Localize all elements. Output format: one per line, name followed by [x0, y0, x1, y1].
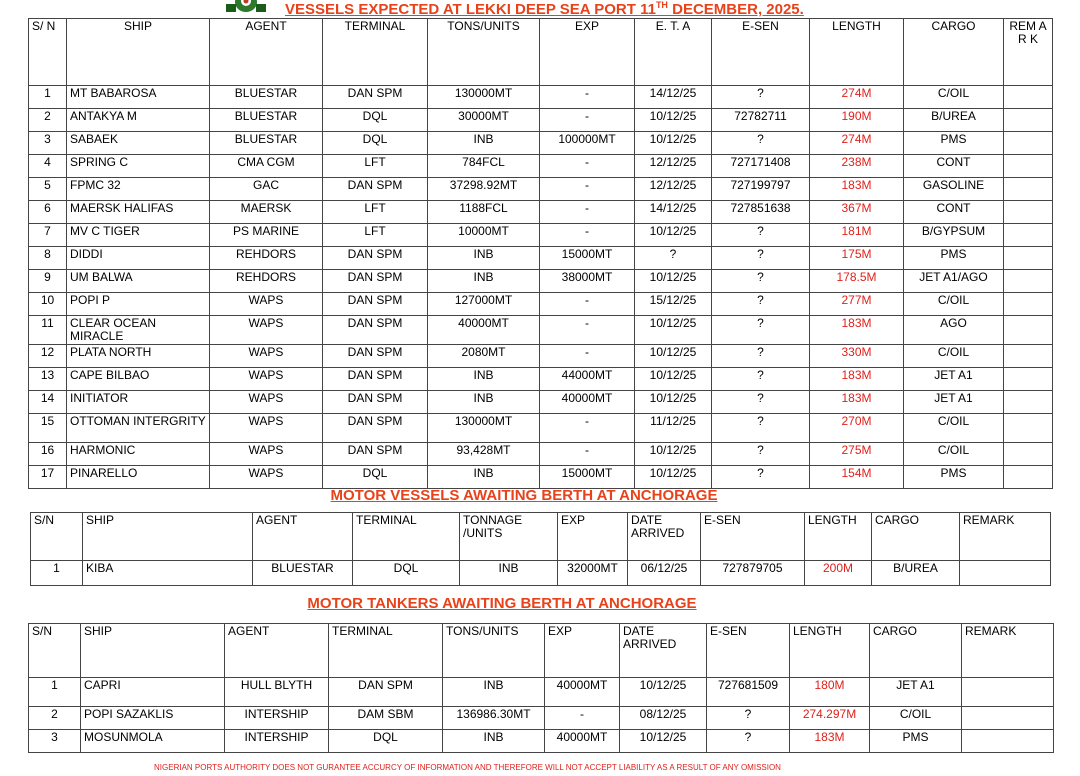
cell-exp: - [545, 707, 620, 730]
cell-remark [1004, 345, 1053, 368]
cell-remark [962, 730, 1054, 753]
table-row [29, 707, 1054, 730]
cell-length: 175M [810, 247, 904, 270]
cell-cargo: JET A1 [904, 368, 1004, 391]
cell-length: 154M [810, 466, 904, 489]
cell-length: 183M [810, 316, 904, 345]
cell-ship: MT BABAROSA [67, 86, 210, 109]
anchorage-vessels-table [30, 512, 1051, 586]
cell-sn: 17 [29, 466, 67, 489]
cell-esen: ? [712, 270, 810, 293]
header-exp: EXP [545, 624, 620, 678]
cell-exp: - [540, 155, 635, 178]
anchorage-tankers-table [28, 623, 1054, 753]
cell-remark [1004, 247, 1053, 270]
table-row [29, 730, 1054, 753]
cell-length: 181M [810, 224, 904, 247]
cell-cargo: C/OIL [904, 443, 1004, 466]
anchorage-vessels-title: MOTOR VESSELS AWAITING BERTH AT ANCHORAGE [330, 487, 718, 504]
cell-tons: INB [443, 730, 545, 753]
table-header-row [29, 624, 1054, 678]
cell-remark [1004, 316, 1053, 345]
cell-terminal: LFT [323, 201, 428, 224]
cell-length: 183M [810, 368, 904, 391]
cell-exp: 38000MT [540, 270, 635, 293]
header-ship: SHIP [81, 624, 225, 678]
table-row [29, 86, 1053, 109]
cell-length: 274M [810, 132, 904, 155]
cell-exp: 40000MT [545, 730, 620, 753]
cell-length: 200M [805, 561, 872, 586]
cell-exp: 15000MT [540, 247, 635, 270]
header-cargo: CARGO [904, 19, 1004, 86]
header-ship: SHIP [67, 19, 210, 86]
disclaimer-footer: NIGERIAN PORTS AUTHORITY DOES NOT GURANTEE ACCURCY OF INFORMATION AND THEREFORE WILL NOT ACCEPT LIABILITY AS A RESULT OF ANY OMISSION [154, 763, 781, 772]
header-remark: REMARK [962, 624, 1054, 678]
cell-ship: PINARELLO [67, 466, 210, 489]
header-esen: E-SEN [712, 19, 810, 86]
cell-date: 10/12/25 [635, 443, 712, 466]
cell-cargo: B/GYPSUM [904, 224, 1004, 247]
table-row [29, 224, 1053, 247]
cell-terminal: DAN SPM [323, 247, 428, 270]
cell-remark [1004, 368, 1053, 391]
cell-esen: 72782711 [712, 109, 810, 132]
cell-length: 183M [810, 391, 904, 414]
cell-ship: ANTAKYA M [67, 109, 210, 132]
table-row [29, 443, 1053, 466]
cell-remark [962, 678, 1054, 707]
cell-ship: MV C TIGER [67, 224, 210, 247]
cell-agent: HULL BLYTH [225, 678, 329, 707]
header-tons: TONNAGE /UNITS [460, 513, 558, 561]
cell-tons: 784FCL [428, 155, 540, 178]
cell-ship: CLEAR OCEAN MIRACLE [67, 316, 210, 345]
cell-ship: DIDDI [67, 247, 210, 270]
cell-date: 10/12/25 [635, 368, 712, 391]
header-agent: AGENT [253, 513, 353, 561]
cell-exp: - [540, 293, 635, 316]
cell-cargo: B/UREA [872, 561, 960, 586]
cell-cargo: B/UREA [904, 109, 1004, 132]
cell-esen: 727171408 [712, 155, 810, 178]
cell-ship: PLATA NORTH [67, 345, 210, 368]
cell-cargo: C/OIL [904, 345, 1004, 368]
cell-tons: INB [428, 368, 540, 391]
cell-length: 274M [810, 86, 904, 109]
cell-terminal: LFT [323, 224, 428, 247]
cell-ship: CAPRI [81, 678, 225, 707]
cell-exp: - [540, 224, 635, 247]
cell-terminal: DQL [323, 109, 428, 132]
cell-terminal: DAN SPM [323, 414, 428, 443]
cell-remark [1004, 443, 1053, 466]
header-terminal: TERMINAL [329, 624, 443, 678]
cell-terminal: DQL [323, 132, 428, 155]
cell-esen: 727681509 [707, 678, 790, 707]
cell-ship: OTTOMAN INTERGRITY [67, 414, 210, 443]
cell-agent: INTERSHIP [225, 707, 329, 730]
cell-length: 180M [790, 678, 870, 707]
cell-remark [1004, 466, 1053, 489]
cell-sn: 7 [29, 224, 67, 247]
table-row [29, 178, 1053, 201]
cell-remark [1004, 86, 1053, 109]
cell-agent: WAPS [210, 293, 323, 316]
cell-agent: BLUESTAR [210, 109, 323, 132]
cell-ship: MOSUNMOLA [81, 730, 225, 753]
header-terminal: TERMINAL [353, 513, 460, 561]
cell-tons: INB [428, 132, 540, 155]
cell-remark [1004, 414, 1053, 443]
table-row [29, 247, 1053, 270]
cell-ship: CAPE BILBAO [67, 368, 210, 391]
cell-remark [1004, 201, 1053, 224]
table-row [31, 561, 1051, 586]
cell-esen: ? [712, 345, 810, 368]
cell-tons: INB [443, 678, 545, 707]
cell-date: 06/12/25 [628, 561, 701, 586]
table-row [29, 132, 1053, 155]
cell-ship: SPRING C [67, 155, 210, 178]
header-agent: AGENT [225, 624, 329, 678]
cell-date: 08/12/25 [620, 707, 707, 730]
cell-exp: - [540, 109, 635, 132]
table-row [29, 391, 1053, 414]
cell-exp: - [540, 201, 635, 224]
cell-remark [1004, 224, 1053, 247]
cell-agent: WAPS [210, 368, 323, 391]
cell-sn: 16 [29, 443, 67, 466]
cell-exp: - [540, 345, 635, 368]
cell-agent: INTERSHIP [225, 730, 329, 753]
cell-length: 183M [810, 178, 904, 201]
cell-agent: BLUESTAR [253, 561, 353, 586]
header-date: DATE ARRIVED [628, 513, 701, 561]
cell-cargo: PMS [870, 730, 962, 753]
cell-tons: INB [428, 247, 540, 270]
cell-cargo: C/OIL [904, 414, 1004, 443]
cell-sn: 3 [29, 730, 81, 753]
cell-exp: - [540, 178, 635, 201]
expected-vessels-table [28, 18, 1053, 489]
cell-agent: WAPS [210, 443, 323, 466]
cell-agent: MAERSK [210, 201, 323, 224]
cell-agent: REHDORS [210, 247, 323, 270]
header-agent: AGENT [210, 19, 323, 86]
cell-date: 10/12/25 [635, 466, 712, 489]
header-cargo: CARGO [870, 624, 962, 678]
cell-ship: INITIATOR [67, 391, 210, 414]
header-esen: E-SEN [707, 624, 790, 678]
cell-cargo: C/OIL [904, 293, 1004, 316]
cell-length: 183M [790, 730, 870, 753]
cell-exp: - [540, 414, 635, 443]
cell-tons: 10000MT [428, 224, 540, 247]
table-header-row [29, 19, 1053, 86]
cell-date: 10/12/25 [635, 270, 712, 293]
cell-sn: 2 [29, 109, 67, 132]
cell-terminal: DAN SPM [323, 293, 428, 316]
cell-sn: 10 [29, 293, 67, 316]
cell-exp: - [540, 316, 635, 345]
cell-cargo: PMS [904, 132, 1004, 155]
header-cargo: CARGO [872, 513, 960, 561]
cell-sn: 4 [29, 155, 67, 178]
cell-exp: 15000MT [540, 466, 635, 489]
cell-exp: - [540, 86, 635, 109]
cell-ship: POPI P [67, 293, 210, 316]
cell-cargo: AGO [904, 316, 1004, 345]
header-sn: S/N [29, 624, 81, 678]
cell-cargo: JET A1/AGO [904, 270, 1004, 293]
cell-esen: ? [712, 414, 810, 443]
cell-date: 15/12/25 [635, 293, 712, 316]
table-row [29, 270, 1053, 293]
header-ship: SHIP [83, 513, 253, 561]
cell-cargo: CONT [904, 155, 1004, 178]
cell-sn: 9 [29, 270, 67, 293]
cell-date: ? [635, 247, 712, 270]
cell-length: 275M [810, 443, 904, 466]
cell-tons: INB [460, 561, 558, 586]
cell-cargo: C/OIL [904, 86, 1004, 109]
table-row [29, 201, 1053, 224]
cell-ship: HARMONIC [67, 443, 210, 466]
cell-esen: ? [712, 316, 810, 345]
cell-cargo: C/OIL [870, 707, 962, 730]
table-row [29, 466, 1053, 489]
cell-terminal: DAN SPM [323, 443, 428, 466]
cell-esen: ? [712, 132, 810, 155]
cell-exp: 100000MT [540, 132, 635, 155]
cell-length: 367M [810, 201, 904, 224]
header-tons: TONS/UNITS [428, 19, 540, 86]
header-exp: EXP [540, 19, 635, 86]
cell-tons: 30000MT [428, 109, 540, 132]
cell-sn: 14 [29, 391, 67, 414]
header-remark: REM A R K [1004, 19, 1053, 86]
cell-length: 330M [810, 345, 904, 368]
table-row [29, 316, 1053, 345]
cell-ship: KIBA [83, 561, 253, 586]
cell-agent: BLUESTAR [210, 86, 323, 109]
cell-remark [1004, 155, 1053, 178]
cell-ship: FPMC 32 [67, 178, 210, 201]
cell-terminal: DQL [353, 561, 460, 586]
cell-length: 190M [810, 109, 904, 132]
cell-tons: 37298.92MT [428, 178, 540, 201]
cell-esen: ? [712, 391, 810, 414]
cell-date: 10/12/25 [620, 730, 707, 753]
cell-tons: 2080MT [428, 345, 540, 368]
cell-agent: WAPS [210, 345, 323, 368]
header-date: E. T. A [635, 19, 712, 86]
cell-esen: ? [707, 707, 790, 730]
cell-remark [1004, 132, 1053, 155]
cell-agent: REHDORS [210, 270, 323, 293]
cell-terminal: DAN SPM [323, 391, 428, 414]
cell-length: 277M [810, 293, 904, 316]
cell-ship: POPI SAZAKLIS [81, 707, 225, 730]
table-row [29, 109, 1053, 132]
table-row [29, 345, 1053, 368]
cell-sn: 5 [29, 178, 67, 201]
cell-esen: ? [712, 466, 810, 489]
cell-sn: 1 [29, 678, 81, 707]
cell-exp: 44000MT [540, 368, 635, 391]
cell-ship: SABAEK [67, 132, 210, 155]
header-remark: REMARK [960, 513, 1051, 561]
cell-tons: 136986.30MT [443, 707, 545, 730]
header-tons: TONS/UNITS [443, 624, 545, 678]
cell-terminal: DAM SBM [329, 707, 443, 730]
cell-agent: WAPS [210, 466, 323, 489]
cell-sn: 12 [29, 345, 67, 368]
cell-date: 12/12/25 [635, 178, 712, 201]
cell-terminal: DAN SPM [323, 368, 428, 391]
header-terminal: TERMINAL [323, 19, 428, 86]
cell-sn: 1 [31, 561, 83, 586]
cell-remark [1004, 178, 1053, 201]
cell-terminal: DAN SPM [323, 345, 428, 368]
cell-cargo: JET A1 [904, 391, 1004, 414]
cell-remark [1004, 391, 1053, 414]
cell-tons: 40000MT [428, 316, 540, 345]
header-sn: S/N [31, 513, 83, 561]
anchorage-tankers-title: MOTOR TANKERS AWAITING BERTH AT ANCHORAGE [307, 595, 697, 612]
cell-agent: GAC [210, 178, 323, 201]
table-row [29, 368, 1053, 391]
header-length: LENGTH [810, 19, 904, 86]
cell-length: 274.297M [790, 707, 870, 730]
cell-esen: 727851638 [712, 201, 810, 224]
cell-remark [1004, 270, 1053, 293]
cell-tons: 130000MT [428, 86, 540, 109]
cell-date: 10/12/25 [635, 345, 712, 368]
cell-terminal: DAN SPM [323, 316, 428, 345]
cell-date: 10/12/25 [635, 316, 712, 345]
cell-length: 270M [810, 414, 904, 443]
cell-tons: 93,428MT [428, 443, 540, 466]
header-sn: S/ N [29, 19, 67, 86]
cell-date: 10/12/25 [635, 391, 712, 414]
cell-date: 14/12/25 [635, 201, 712, 224]
cell-date: 12/12/25 [635, 155, 712, 178]
cell-date: 10/12/25 [635, 132, 712, 155]
cell-esen: 727199797 [712, 178, 810, 201]
cell-esen: 727879705 [701, 561, 805, 586]
cell-length: 238M [810, 155, 904, 178]
cell-cargo: CONT [904, 201, 1004, 224]
cell-agent: WAPS [210, 316, 323, 345]
npa-logo [220, 0, 272, 14]
cell-agent: CMA CGM [210, 155, 323, 178]
cell-tons: 127000MT [428, 293, 540, 316]
header-length: LENGTH [790, 624, 870, 678]
cell-esen: ? [707, 730, 790, 753]
cell-agent: PS MARINE [210, 224, 323, 247]
header-exp: EXP [558, 513, 628, 561]
cell-esen: ? [712, 443, 810, 466]
cell-sn: 1 [29, 86, 67, 109]
cell-date: 10/12/25 [635, 109, 712, 132]
cell-exp: 32000MT [558, 561, 628, 586]
cell-terminal: DAN SPM [329, 678, 443, 707]
cell-agent: BLUESTAR [210, 132, 323, 155]
cell-exp: 40000MT [540, 391, 635, 414]
cell-cargo: PMS [904, 466, 1004, 489]
cell-exp: - [540, 443, 635, 466]
main-title: VESSELS EXPECTED AT LEKKI DEEP SEA PORT 11TH DECEMBER, 2025. [285, 0, 804, 18]
cell-terminal: LFT [323, 155, 428, 178]
cell-esen: ? [712, 224, 810, 247]
cell-sn: 13 [29, 368, 67, 391]
cell-sn: 11 [29, 316, 67, 345]
header-length: LENGTH [805, 513, 872, 561]
cell-sn: 8 [29, 247, 67, 270]
cell-remark [962, 707, 1054, 730]
cell-remark [960, 561, 1051, 586]
cell-remark [1004, 293, 1053, 316]
cell-tons: INB [428, 270, 540, 293]
cell-terminal: DQL [323, 466, 428, 489]
cell-cargo: GASOLINE [904, 178, 1004, 201]
cell-terminal: DAN SPM [323, 178, 428, 201]
table-row [29, 678, 1054, 707]
cell-sn: 15 [29, 414, 67, 443]
cell-ship: UM BALWA [67, 270, 210, 293]
table-row [29, 293, 1053, 316]
table-row [29, 414, 1053, 443]
table-row [29, 155, 1053, 178]
cell-remark [1004, 109, 1053, 132]
cell-date: 11/12/25 [635, 414, 712, 443]
cell-exp: 40000MT [545, 678, 620, 707]
cell-terminal: DAN SPM [323, 86, 428, 109]
cell-ship: MAERSK HALIFAS [67, 201, 210, 224]
cell-tons: 130000MT [428, 414, 540, 443]
cell-agent: WAPS [210, 391, 323, 414]
cell-esen: ? [712, 368, 810, 391]
header-date: DATE ARRIVED [620, 624, 707, 678]
cell-date: 10/12/25 [635, 224, 712, 247]
header-esen: E-SEN [701, 513, 805, 561]
cell-terminal: DQL [329, 730, 443, 753]
cell-terminal: DAN SPM [323, 270, 428, 293]
cell-length: 178.5M [810, 270, 904, 293]
cell-sn: 6 [29, 201, 67, 224]
cell-tons: INB [428, 391, 540, 414]
cell-cargo: JET A1 [870, 678, 962, 707]
cell-esen: ? [712, 247, 810, 270]
cell-esen: ? [712, 293, 810, 316]
cell-tons: INB [428, 466, 540, 489]
cell-sn: 2 [29, 707, 81, 730]
cell-date: 14/12/25 [635, 86, 712, 109]
cell-cargo: PMS [904, 247, 1004, 270]
table-header-row [31, 513, 1051, 561]
cell-date: 10/12/25 [620, 678, 707, 707]
cell-sn: 3 [29, 132, 67, 155]
cell-agent: WAPS [210, 414, 323, 443]
cell-tons: 1188FCL [428, 201, 540, 224]
cell-esen: ? [712, 86, 810, 109]
